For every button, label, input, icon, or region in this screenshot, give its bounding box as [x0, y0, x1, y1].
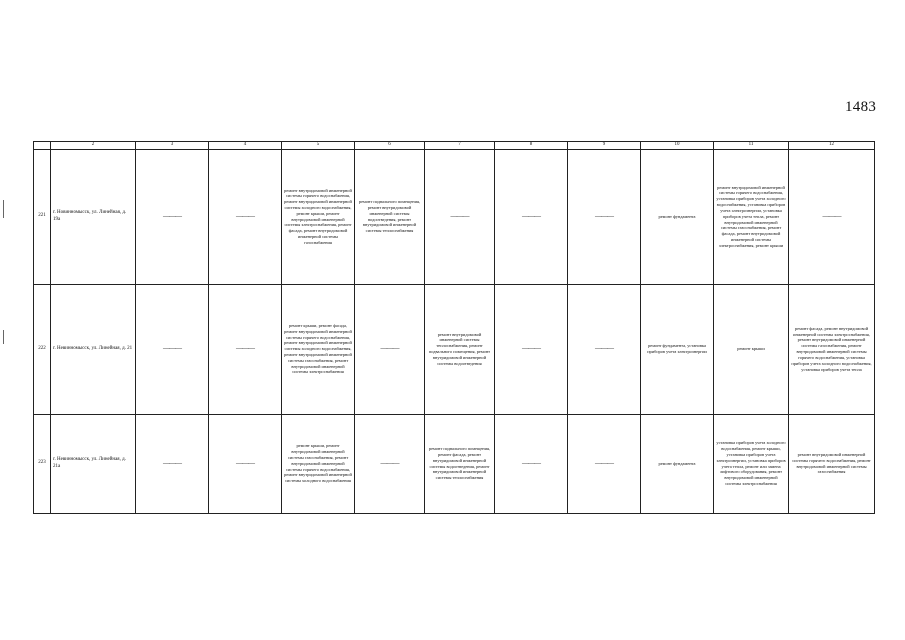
works-cell: ремонт крыши, ремонт внутридомовой инженерной системы газоснабжения, ремонт внутридомовой инженерной системы горячего водоснабжения, ремонт внутридомовой инженерной системы холодного водоснабжения: [282, 414, 355, 513]
works-cell: ремонт подвального помещения, ремонт фасада, ремонт внутридомовой инженерной системы водоотведения, ремонт внутридомовой инженерной системы теплоснабжения: [425, 414, 495, 513]
empty-dash: ———: [163, 344, 181, 353]
empty-dash: ———: [380, 344, 399, 353]
table-cell: [568, 414, 641, 513]
column-header: 5: [282, 142, 355, 150]
works-cell: ремонт фундамента: [641, 149, 714, 284]
column-header: [34, 142, 51, 150]
column-header: 8: [495, 142, 568, 150]
empty-dash: ———: [822, 211, 841, 220]
table-cell: [136, 414, 209, 513]
address-cell: г. Новинномысск, ул. Линейная, д. 19а: [51, 149, 136, 284]
empty-dash: ———: [522, 344, 540, 353]
empty-dash: ———: [595, 344, 613, 353]
column-header: 2: [51, 142, 136, 150]
table-cell: [425, 149, 495, 284]
table-cell: [209, 149, 282, 284]
table-cell: [495, 284, 568, 414]
row-number: 221: [34, 149, 51, 284]
column-header: 3: [136, 142, 209, 150]
column-header: 9: [568, 142, 641, 150]
works-cell: ремонт фундамента: [641, 414, 714, 513]
works-cell: ремонт фасада, ремонт внутридомовой инженерной системы электроснабжения, ремонт внутридомовой инженерной системы газоснабжения, ремонт внутридомовой инженерной системы горячего водоснабжения, установка приборов учета холодного водоснабжения, установка приборов учета тепла: [789, 284, 875, 414]
address-cell: г. Невинномысск, ул. Линейная, д. 21: [51, 284, 136, 414]
empty-dash: ———: [236, 211, 254, 220]
works-cell: ремонт фундамента, установка приборов учета электроэнергии: [641, 284, 714, 414]
address-cell: г. Невинномысск, ул. Линейная, д. 21а: [51, 414, 136, 513]
repair-schedule-table: [33, 141, 875, 514]
table-row: [34, 284, 875, 414]
page-number: 1483: [845, 99, 877, 115]
table-cell: [568, 149, 641, 284]
table-cell: [568, 284, 641, 414]
empty-dash: ———: [522, 211, 540, 220]
works-cell: ремонт внутридомовой инженерной системы горячего водоснабжения, ремонт внутридомовой инженерной системы газоснабжения: [789, 414, 875, 513]
table-cell: [209, 414, 282, 513]
table-cell: [136, 149, 209, 284]
table-cell: [355, 284, 425, 414]
empty-dash: ———: [163, 458, 181, 467]
works-cell: ремонт внутридомовой инженерной системы теплоснабжения, ремонт подвального помещения, ремонт внутридомовой инженерной системы водоотведения: [425, 284, 495, 414]
column-header: 7: [425, 142, 495, 150]
column-number-row: [34, 142, 875, 150]
works-cell: ремонт внутридомовой инженерной системы горячего водоснабжения, ремонт внутридомовой инженерной системы холодного водоснабжения, ремонт крыши, ремонт внутридомовой инженерной системы электроснабжения, ремонт фасада, ремонт внутридомовой инженерной системы газоснабжения: [282, 149, 355, 284]
table-cell: [355, 414, 425, 513]
table-row: [34, 414, 875, 513]
empty-dash: ———: [450, 211, 469, 220]
column-header: 4: [209, 142, 282, 150]
row-number: 223: [34, 414, 51, 513]
empty-dash: ———: [522, 458, 540, 467]
table-cell: [209, 284, 282, 414]
empty-dash: ———: [163, 211, 181, 220]
table-cell: [136, 284, 209, 414]
empty-dash: ———: [595, 458, 613, 467]
table-row: [34, 149, 875, 284]
works-cell: ремонт крыши: [714, 284, 789, 414]
table-cell: [495, 149, 568, 284]
scan-edge-mark: [3, 330, 4, 344]
empty-dash: ———: [236, 458, 254, 467]
column-header: 6: [355, 142, 425, 150]
column-header: 10: [641, 142, 714, 150]
column-header: 12: [789, 142, 875, 150]
works-cell: ремонт подвального помещения, ремонт внутридомовой инженерной системы водоотведения, ремонт внутридомовой инженерной системы теплоснабжения: [355, 149, 425, 284]
scan-edge-mark: [3, 200, 4, 218]
empty-dash: ———: [236, 344, 254, 353]
empty-dash: ———: [595, 211, 613, 220]
column-header: 11: [714, 142, 789, 150]
empty-dash: ———: [380, 458, 399, 467]
table-cell: [789, 149, 875, 284]
row-number: 222: [34, 284, 51, 414]
works-cell: ремонт крыши, ремонт фасада, ремонт внутридомовой инженерной системы горячего водоснабжения, ремонт внутридомовой инженерной системы холодного водоснабжения, ремонт внутридомовой инженерной системы газоснабжения, ремонт внутридомовой инженерной системы электроснабжения: [282, 284, 355, 414]
works-cell: ремонт внутридомовой инженерной системы горячего водоснабжения, установка приборов учета холодного водоснабжения, установка приборов учета электроэнергии, установка приборов учета тепла, ремонт внутридомовой инженерной системы газоснабжения, ремонт фасада, ремонт внутридомовой инженерной системы электроснабжения, ремонт крыши: [714, 149, 789, 284]
table-cell: [495, 414, 568, 513]
works-cell: установка приборов учета холодного водоснабжения, ремонт крыши, установка приборов учета электроэнергии, установка приборов учета тепла, ремонт или замена лифтового оборудования, ремонт внутридомовой инженерной системы электроснабжения: [714, 414, 789, 513]
